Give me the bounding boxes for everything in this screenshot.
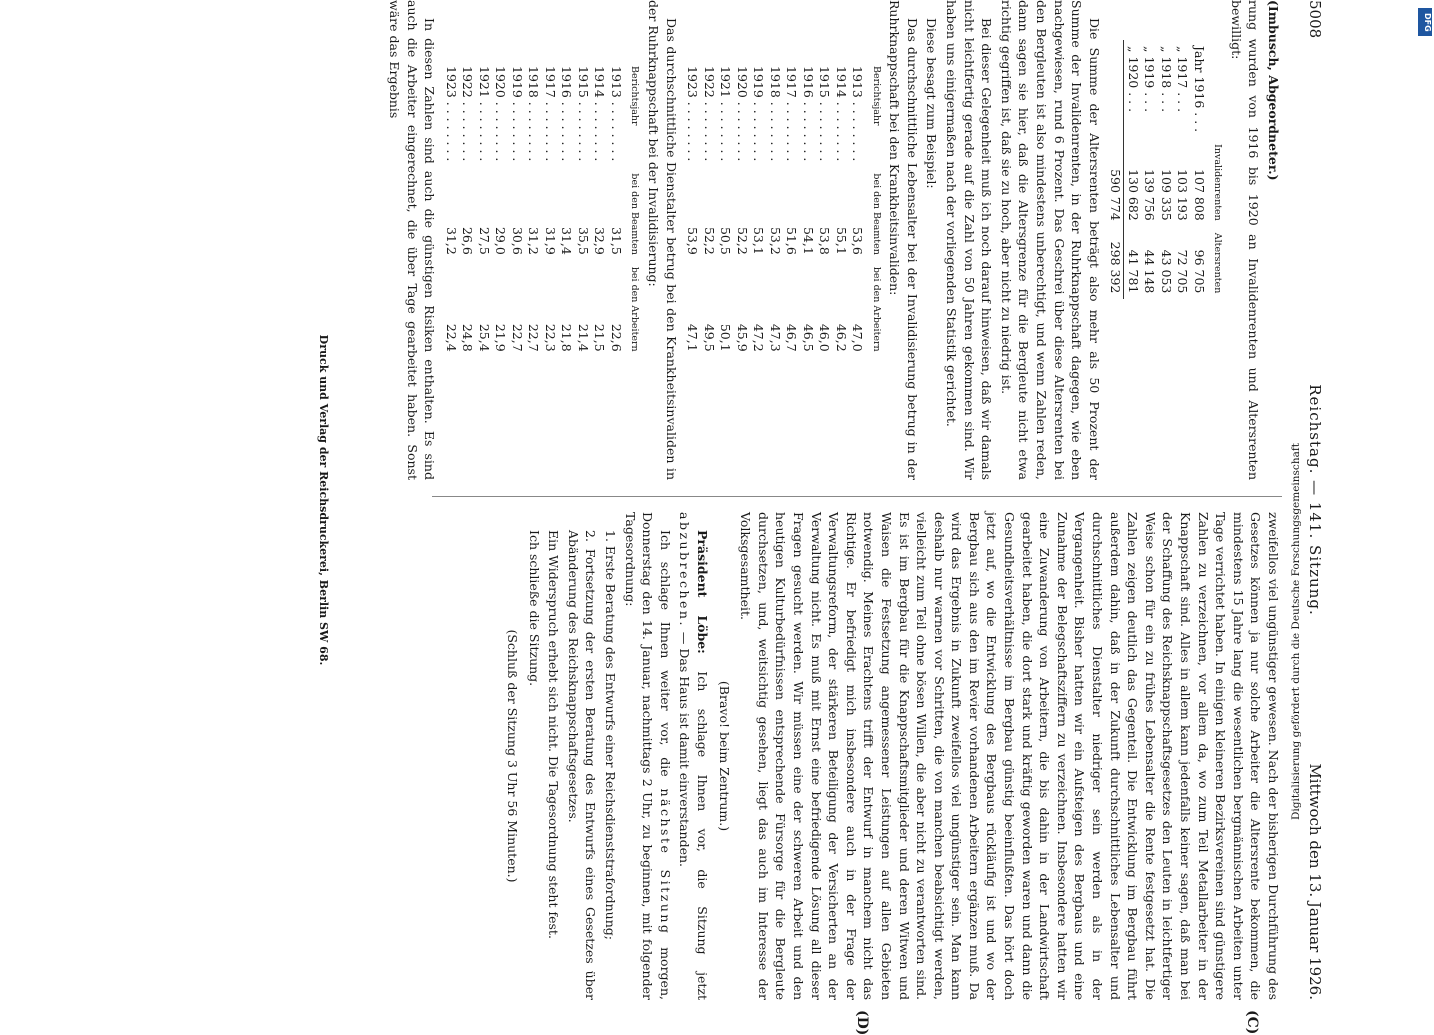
text-span: Ich schlage Ihnen weiter vor, die (657, 530, 673, 777)
year-cell: 1922 . . . . . . . . (701, 66, 717, 162)
value-cell: 46,5 (800, 323, 816, 352)
paragraph: Das durchschnittliche Dienstalter betrug bei den Krankheitsinvaliden in der Ruhrknappschaft bei der Invalidisierung: (646, 0, 679, 480)
year-cell: 1920 . . . . . . . . (493, 66, 509, 162)
table-row (684, 60, 701, 358)
year-cell: 1915 . . . . . . . . (817, 66, 833, 162)
right-column (499, 512, 1282, 1000)
left-column (384, 0, 1282, 480)
paragraph: zweifellos viel ungünstiger gewesen. Nach der bisherigen Durchführung des Gesetzes können ja nur solche Arbeiter die Altersrente bekommen, die mindestens 15 Jahre lang die wesentlichen bergmännischen Arbeiten unter Tage verrichtet haben. In einigen kleineren Bezirksvereinen sind günstigere Zahlen zu verzeichnen, vor allem da, wo zum Teil Metallarbeiter in der Knappschaft sind. Alles in allem kann jedenfalls keiner sagen, daß man bei der Schaffung des Reichsknappschaftsgesetzes den Leuten in leichtfertiger Weise schon für ein zu frühes Lebensalter die Rente festgesetzt hat. Die Zahlen zeigen deutlich das Gegenteil. Die Entwicklung im Bergbau führt außerdem dahin, daß in der Zukunft durchschnittliches Lebensalter und durchschnittliches Dienstalter niedriger sein werden als in der Vergangenheit. Bisher hatten wir ein Aufsteigen des Bergbaus und eine Zunahme der Belegschaftsziffern zu verzeichnen. Insbesondere hatten wir eine Zuwanderung von Arbeitern, die bis dahin in der Landwirtschaft gearbeitet haben, die dort stark und kräftig geworden waren und dann die Gesundheitsverhältnisse im Bergbau günstig beeinflußten. Das hört doch jetzt auf, wo die Entwicklung des Bergbaus rückläufig ist und wo der Bergbau sich aus den im Revier vorhandenen Arbeitern ergänzen muß. Da wird das Ergebnis in Zukunft zweifellos viel ungünstiger sein. Man kann deshalb nur warnen vor Schritten, die von manchen beabsichtigt werden, vielleicht zum Teil ohne bösen Willen, die aber nicht zu verantworten sind. Es ist im Bergbau für die Knappschaftsmitglieder und deren Witwen und Waisen die Festsetzung angemessener Leistungen auf allen Gebieten notwendig. Meines Erachtens trifft der Entwurf in manchem nicht das Richtige. Er befriedigt mich insbesondere auch in der Frage der Verwaltungsreform, der stärkeren Beteiligung der Versicherten an der Verwaltung nicht. Es muß mit Ernst eine befriedigende Lösung all dieser Fragen gesucht werden. Wir müssen eine der schweren Arbeit und den heutigen Kulturbedürfnissen entsprechende Fürsorge für die Bergleute durchsetzen, und, weitsichtig gesehen, liegt das auch im Interesse der Volksgesamtheit. (738, 512, 1281, 1000)
value-cell: 31,4 (559, 226, 575, 255)
value-cell: 24,8 (460, 323, 476, 352)
value-cell: 53,8 (817, 226, 833, 255)
table-row (717, 60, 734, 358)
value-cell: 55,1 (833, 226, 849, 255)
value-cell: 43 053 (1158, 249, 1174, 294)
value-cell: 31,2 (526, 226, 542, 255)
value-cell: 53,2 (767, 226, 783, 255)
table-row (508, 60, 525, 358)
year-cell: 1917 . . . . . . . . (542, 66, 558, 162)
year-cell: 1913 . . . . . . . . (850, 66, 866, 162)
table-row (733, 60, 750, 358)
table-row (607, 60, 624, 358)
value-cell: 31,5 (608, 226, 624, 255)
table-row (442, 60, 459, 358)
year-cell: 1922 . . . . . . . . (460, 66, 476, 162)
table-row (541, 60, 558, 358)
paragraph: Diese besagt zum Beispiel: (924, 18, 940, 189)
year-cell: 1916 . . . . . . . . (559, 66, 575, 162)
value-cell: 46,7 (784, 323, 800, 352)
spaced-text: nächste Sitzung (657, 788, 673, 936)
closing-note: (Schluß der Sitzung 3 Uhr 56 Minuten.) (505, 629, 521, 883)
value-cell: 21,5 (592, 323, 608, 352)
value-cell: 50,5 (718, 226, 734, 255)
table-row (591, 60, 608, 358)
value-cell: 31,9 (542, 226, 558, 255)
year-cell: 1914 . . . . . . . . (592, 66, 608, 162)
col-header: Altersrenten (1212, 232, 1224, 294)
printer-footer: Druck und Verlag der Reichsdruckerei, Berlin SW 68. (317, 334, 330, 666)
value-cell: 47,3 (767, 323, 783, 352)
table-row (1141, 40, 1158, 299)
value-cell: 49,5 (701, 323, 717, 352)
document-page (110, 0, 1330, 1035)
speaker-line: (Imbusch, Abgeordneter.) (1266, 0, 1281, 181)
margin-marker-c: (C) (1244, 1010, 1260, 1035)
table-row (475, 60, 492, 358)
value-cell: 72 705 (1175, 249, 1191, 294)
table-row (1157, 40, 1174, 299)
value-cell: 109 335 (1158, 169, 1174, 221)
year-cell: 1923 . . . . . . . . (685, 66, 701, 162)
renten-table (1107, 40, 1226, 299)
value-cell: 30,6 (509, 226, 525, 255)
paragraph: Ein Widerspruch erhebt sich nicht. Die Tagesordnung steht fest. (546, 530, 562, 939)
value-cell: 21,8 (559, 323, 575, 352)
value-cell: 47,0 (850, 323, 866, 352)
agenda-item: 1. Erste Beratung des Entwurfs einer Reichsdienststrafordnung; (603, 530, 619, 940)
year-cell: 1914 . . . . . . . . (833, 66, 849, 162)
table-row (574, 60, 591, 358)
year-cell: 1919 . . . . . . . . (751, 66, 767, 162)
year-cell: 1919 . . . . . . . . (509, 66, 525, 162)
value-cell: 31,2 (443, 226, 459, 255)
col-header: bei den Arbeitern (629, 266, 641, 352)
value-cell: 29,0 (493, 226, 509, 255)
page-number: 5008 (1306, 0, 1324, 39)
col-header: Invalidenrenten (1212, 144, 1224, 221)
table-row (832, 60, 849, 358)
col-header: bei den Beamten (629, 173, 641, 255)
header-date: Mittwoch den 13. Januar 1926. (1306, 763, 1324, 1000)
paragraph: Die Summe der Altersrenten beträgt also mehr als 50 Prozent der Summe der Invalidenrenten, in der Ruhrknappschaft dagegen, wie eben nachgewiesen, rund 6 Prozent. Das Geschrei über diese Altersrenten bei den Bergleuten ist also mindestens unberechtigt, und wenn Zahlen reden, dann sagen sie hier, daß die Altersgrenze für die Bergleute nicht etwa richtig gegriffen ist, daß sie zu hoch, aber nicht zu niedrig ist. (998, 0, 1102, 480)
value-cell: 53,1 (751, 226, 767, 255)
year-cell: „ 1919 . . . (1142, 46, 1158, 113)
value-cell: 25,4 (476, 323, 492, 352)
value-cell: 22,4 (443, 323, 459, 352)
value-cell: 22,7 (509, 323, 525, 352)
col-header: Berichtsjahr (629, 66, 641, 126)
table-row (849, 60, 866, 358)
value-cell: 44 148 (1142, 249, 1158, 294)
table-row (558, 60, 575, 358)
table-row (1174, 40, 1191, 299)
col-header: bei den Beamten (870, 173, 882, 255)
margin-marker-d: (D) (854, 1010, 870, 1035)
value-cell: 27,5 (476, 226, 492, 255)
value-cell: 41 781 (1125, 249, 1141, 294)
table-row (816, 60, 833, 358)
year-cell: 1916 . . . . . . . . (800, 66, 816, 162)
value-cell: 53,9 (685, 226, 701, 255)
value-cell: 26,6 (460, 226, 476, 255)
value-cell: 52,2 (701, 226, 717, 255)
paragraph: Bei dieser Gelegenheit muß ich noch darauf hinweisen, daß wir damals nicht leichtfertig gerade auf die Zahl von 50 Jahren gekommen sind. Wir haben uns einigermaßen nach der vorliegenden Statistik gerichtet. (943, 0, 995, 480)
sum-cell: 590 774 (1107, 138, 1124, 227)
digitization-note: Digitalisierung gefördert durch die Deutsche Forschungsgemeinschaft (1290, 443, 1302, 820)
value-cell: 130 682 (1125, 169, 1141, 221)
lebensalter-table (684, 60, 884, 358)
value-cell: 51,6 (784, 226, 800, 255)
table-row (766, 60, 783, 358)
col-header: Berichtsjahr (870, 66, 882, 126)
table-row (1124, 40, 1141, 299)
year-cell: 1920 . . . . . . . . (734, 66, 750, 162)
applause-note: (Bravo! beim Zentrum.) (716, 680, 732, 832)
table-row (750, 60, 767, 358)
value-cell: 32,9 (592, 226, 608, 255)
paragraph: Das durchschnittliche Lebensalter bei der Invalidisierung betrug in der Ruhrknappschaft bei den Krankheitsinvaliden: (887, 0, 920, 480)
value-cell: 35,5 (575, 226, 591, 255)
year-cell: 1917 . . . . . . . . (784, 66, 800, 162)
value-cell: 52,2 (734, 226, 750, 255)
agenda-item: 2. Fortsetzung der ersten Beratung des Entwurfs eines Gesetzes über Abänderung des Reichsknappschaftsgesetzes. (565, 530, 599, 1000)
table-row (1190, 40, 1207, 299)
year-cell: 1923 . . . . . . . . (443, 66, 459, 162)
value-cell: 96 705 (1191, 249, 1207, 294)
value-cell: 22,3 (542, 323, 558, 352)
president-name: Präsident Löbe: (695, 530, 710, 654)
value-cell: 46,0 (817, 323, 833, 352)
value-cell: 107 808 (1191, 169, 1207, 221)
paragraph: Ich schließe die Sitzung. (526, 530, 542, 687)
value-cell: 50,1 (718, 323, 734, 352)
table-row (492, 60, 509, 358)
agenda-paragraph (621, 512, 674, 1000)
dfg-logo: DFG (1418, 8, 1432, 36)
header-title: Reichstag. — 141. Sitzung. (1306, 384, 1324, 616)
table-row (799, 60, 816, 358)
value-cell: 47,2 (751, 323, 767, 352)
year-cell: 1918 . . . . . . . . (767, 66, 783, 162)
year-cell: „ 1918 . . . (1158, 46, 1174, 113)
dienstalter-table (442, 60, 642, 358)
value-cell: 45,9 (734, 323, 750, 352)
sum-cell: 298 392 (1107, 227, 1124, 300)
year-cell: Jahr 1916 . . . (1191, 46, 1207, 133)
value-cell: 22,7 (526, 323, 542, 352)
text-span: morgen, Donnerstag den 14. Januar, nachmittags 2 Uhr, zu beginnen, mit folgender Tagesordnung: (622, 512, 673, 1000)
paragraph: rung wurden von 1916 bis 1920 an Invalidenrenten und Altersrenten bewilligt: (1228, 0, 1262, 480)
column-divider (432, 496, 1282, 497)
year-cell: 1918 . . . . . . . . (526, 66, 542, 162)
year-cell: 1913 . . . . . . . . (608, 66, 624, 162)
spaced-text: abzubrechen. (677, 512, 693, 628)
value-cell: 54,1 (800, 226, 816, 255)
col-header: bei den Arbeitern (870, 266, 882, 352)
table-row (783, 60, 800, 358)
table-row (700, 60, 717, 358)
value-cell: 22,6 (608, 323, 624, 352)
value-cell: 21,9 (493, 323, 509, 352)
value-cell: 47,1 (685, 323, 701, 352)
paragraph: In diesen Zahlen sind auch die günstigen Risiken enthalten. Es sind auch die Arbeiter eingerechnet, die über Tage gearbeitet haben. Sonst wäre das Ergebnis (387, 0, 438, 480)
year-cell: 1921 . . . . . . . . (718, 66, 734, 162)
value-cell: 21,4 (575, 323, 591, 352)
value-cell: 46,2 (833, 323, 849, 352)
table-row (525, 60, 542, 358)
value-cell: 139 756 (1142, 169, 1158, 221)
table-row (459, 60, 476, 358)
text-span: — Das Haus ist damit einverstanden. (677, 631, 693, 868)
value-cell: 103 193 (1175, 169, 1191, 221)
year-cell: 1921 . . . . . . . . (476, 66, 492, 162)
value-cell: 53,6 (850, 226, 866, 255)
text-span: Ich schlage Ihnen vor, die Sitzung jetzt (695, 671, 710, 1000)
year-cell: „ 1917 . . . (1175, 46, 1191, 113)
year-cell: „ 1920 . . . (1125, 46, 1141, 113)
president-paragraph (676, 512, 711, 1000)
year-cell: 1915 . . . . . . . . (575, 66, 591, 162)
